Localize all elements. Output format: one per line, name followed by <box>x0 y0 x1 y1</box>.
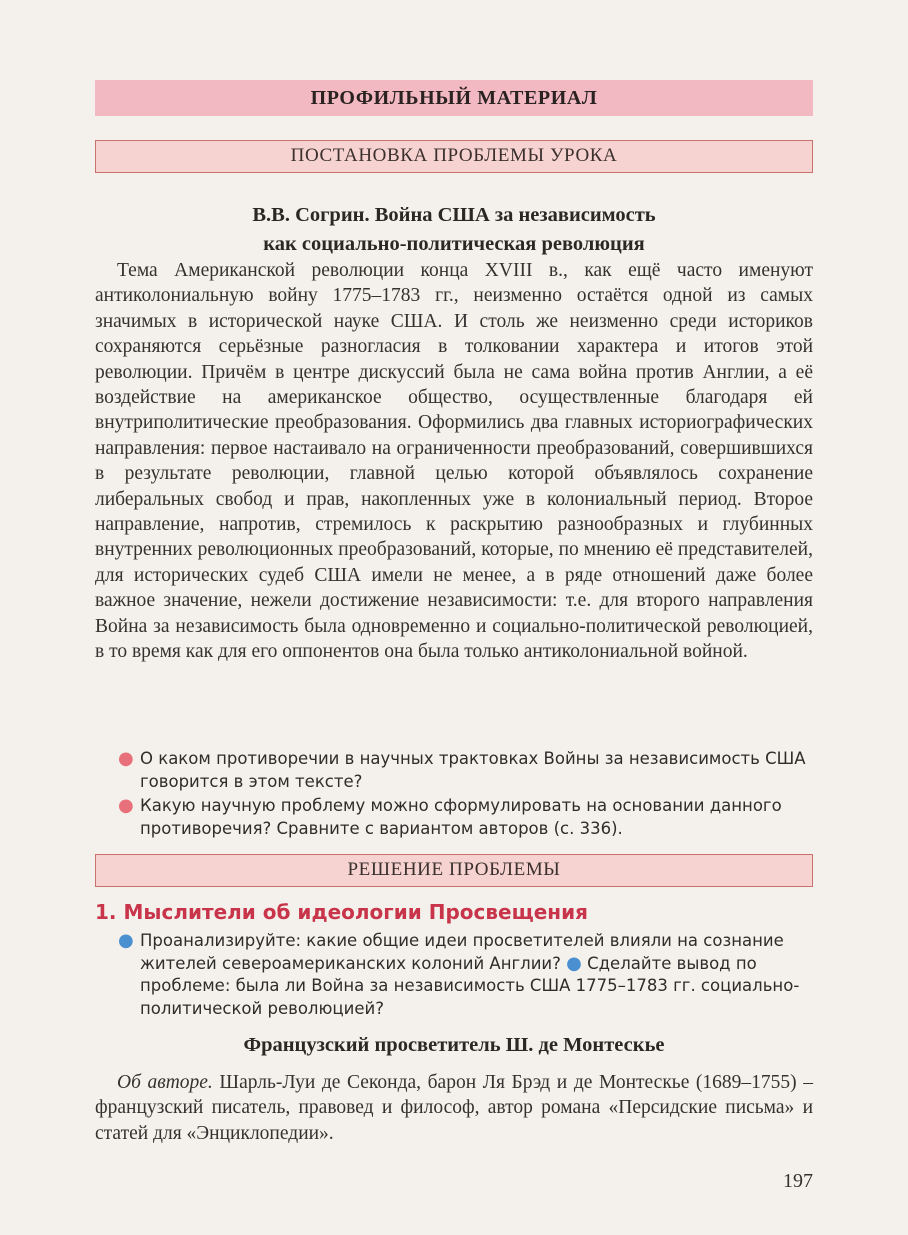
article-title-line-2: как социально-политическая революция <box>263 233 645 255</box>
profile-material-band <box>95 80 813 116</box>
question-text: О каком противоречии в научных трактовках Войны за независимость США говорится в этом тексте? <box>140 749 806 791</box>
article-body: Тема Американской революции конца XVIII в., как ещё часто именуют антиколониальную войну 1775–1783 гг., неизменно остаётся одной из самых значимых в исторической науке США. И столь же неизменно среди историков сохраняются серьёзные разногласия в толковании характера и итогов этой революции. Причём в центре дискуссий была не сама война против Англии, а её воздействие на американское общество, осуществленные благодаря ей внутриполитические преобразования. Оформились два главных историографических направления: первое настаивало на ограниченности преобразований, совершившихся в результате революции, главной целью которой объявлялось сохранение либеральных свобод и прав, накопленных уже в колониальный период. Второе направление, напротив, стремилось к раскрытию разнообразных и глубинных внутренних революционных преобразований, которые, по мнению её представителей, для исторических судеб США имели не менее, а в ряде отношений даже более важное значение, нежели достижение независимости: т.е. для второго направления Война за независимость была одновременно и социально-политической революцией, в то время как для его оппонентов она была только антиколониальной войной. <box>95 260 813 663</box>
question-item <box>118 748 818 793</box>
question-item <box>118 795 818 840</box>
pink-bullet-icon: ● <box>118 748 134 769</box>
about-author-text: Шарль-Луи де Секонда, барон Ля Брэд и де Монтескье (1689–1755) – французский писатель, правовед и философ, автор романа «Персидские письма» и статей для «Энциклопедии». <box>95 1072 814 1144</box>
problem-statement-band <box>95 140 813 173</box>
article-title <box>95 201 813 259</box>
task-item <box>118 930 818 1020</box>
article-title-line-1: В.В. Согрин. Война США за независимость <box>252 204 656 226</box>
task-text-analyze: Проанализируйте: какие общие идеи просветителей влияли на сознание жителей североамериканских колоний Англии? <box>140 931 784 973</box>
problem-statement-label: ПОСТАНОВКА ПРОБЛЕМЫ УРОКА <box>290 145 618 166</box>
problem-solution-label: РЕШЕНИЕ ПРОБЛЕМЫ <box>347 859 561 880</box>
task-text-conclusion: Сделайте вывод по проблеме: была ли Война за независимость США 1775–1783 гг. социально-политической революцией? <box>140 953 800 1018</box>
about-author-label: Об авторе. <box>117 1072 213 1093</box>
problem-questions-list <box>118 748 818 842</box>
solution-tasks-list <box>118 930 818 1022</box>
subsection-title: 1. Мыслители об идеологии Просвещения <box>95 900 588 924</box>
pink-bullet-icon: ● <box>118 795 134 816</box>
question-text: Какую научную проблему можно сформулировать на основании данного противоречия? Сравните с вариантом авторов (с. 336). <box>140 796 782 838</box>
blue-bullet-icon: ● <box>118 930 134 951</box>
blue-bullet-icon: ● <box>566 952 582 974</box>
about-author-paragraph <box>95 1070 813 1146</box>
page-number: 197 <box>783 1170 813 1192</box>
profile-material-label: ПРОФИЛЬНЫЙ МАТЕРИАЛ <box>310 87 598 109</box>
problem-solution-band <box>95 854 813 887</box>
thinker-heading: Французский просветитель Ш. де Монтескье <box>243 1034 665 1056</box>
